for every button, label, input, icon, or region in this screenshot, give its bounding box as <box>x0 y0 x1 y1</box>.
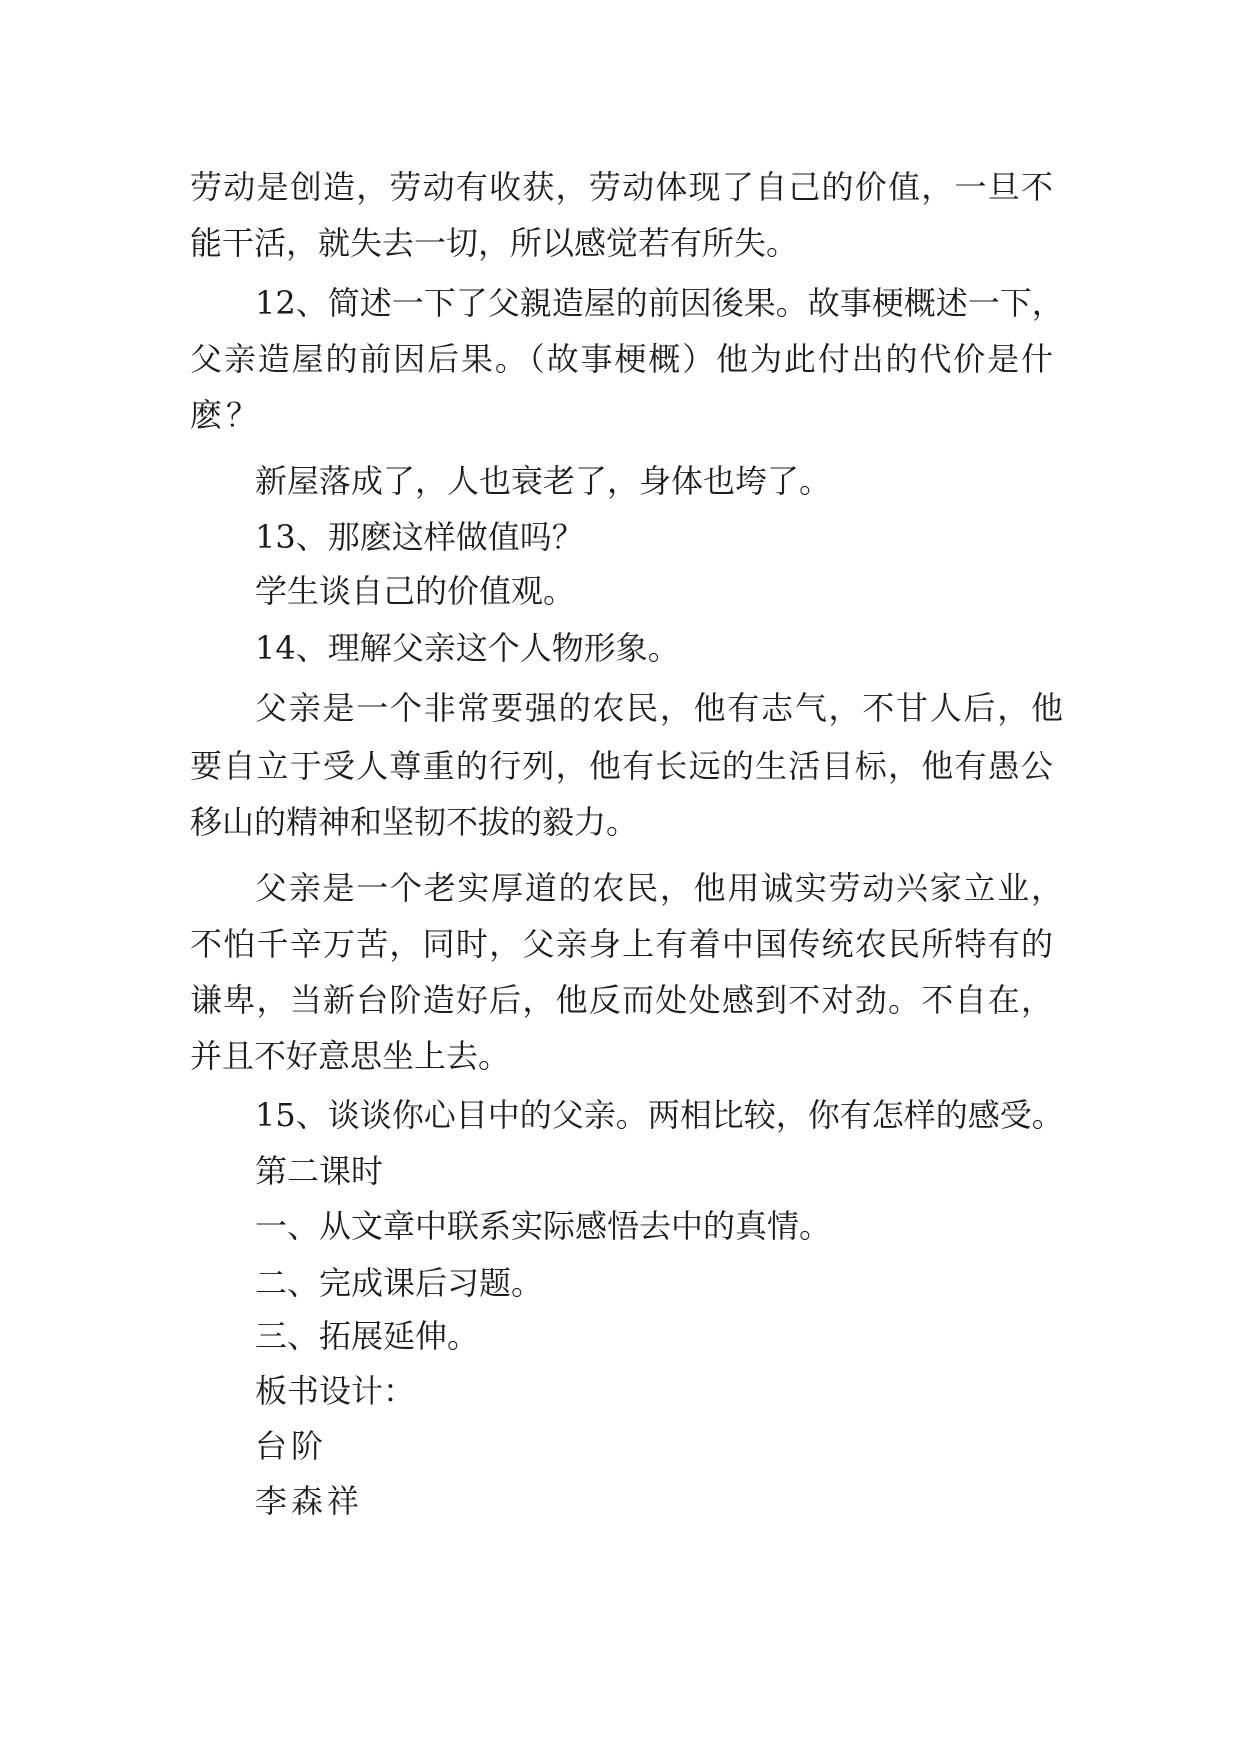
text-line: 第二课时 <box>255 1152 384 1190</box>
text-line: 一、从文章中联系实际感悟去中的真情。 <box>255 1207 832 1245</box>
text-line: 板书设计： <box>255 1372 416 1410</box>
text-line: 麽？ <box>190 396 263 434</box>
text-line: 谦卑，当新台阶造好后，他反而处处感到不对劲。不自在， <box>190 981 1053 1019</box>
text-line: 台阶 <box>255 1427 328 1465</box>
text-line: 14、理解父亲这个人物形象。 <box>255 629 680 667</box>
text-line: 15、谈谈你心目中的父亲。两相比较，你有怎样的感受。 <box>255 1096 1064 1134</box>
text-line: 劳动是创造，劳动有收获，劳动体现了自己的价值，一旦不 <box>190 168 1053 206</box>
text-line: 三、拓展延伸。 <box>255 1317 480 1355</box>
text-line: 父亲造屋的前因后果。（故事梗概）他为此付出的代价是什 <box>190 340 1053 378</box>
text-line: 要自立于受人尊重的行列，他有长远的生活目标，他有愚公 <box>190 747 1053 785</box>
text-line: 二、完成课后习题。 <box>255 1264 544 1302</box>
text-line: 不怕千辛万苦，同时，父亲身上有着中国传统农民所特有的 <box>190 925 1053 963</box>
text-line: 移山的精神和坚韧不拔的毅力。 <box>190 803 639 841</box>
text-line: 学生谈自己的价值观。 <box>255 572 576 610</box>
text-line: 能干活，就失去一切，所以感觉若有所失。 <box>190 224 799 262</box>
text-line: 李森祥 <box>255 1482 364 1520</box>
text-line: 父亲是一个老实厚道的农民，他用诚实劳动兴家立业， <box>255 869 1063 907</box>
text-line: 并且不好意思坐上去。 <box>190 1037 511 1075</box>
text-line: 新屋落成了，人也衰老了，身体也垮了。 <box>255 462 832 500</box>
text-line: 12、简述一下了父親造屋的前因後果。故事梗概述一下， <box>255 284 1064 322</box>
text-line: 父亲是一个非常要强的农民，他有志气，不甘人后，他 <box>255 689 1063 727</box>
text-line: 13、那麽这样做值吗？ <box>255 518 584 556</box>
